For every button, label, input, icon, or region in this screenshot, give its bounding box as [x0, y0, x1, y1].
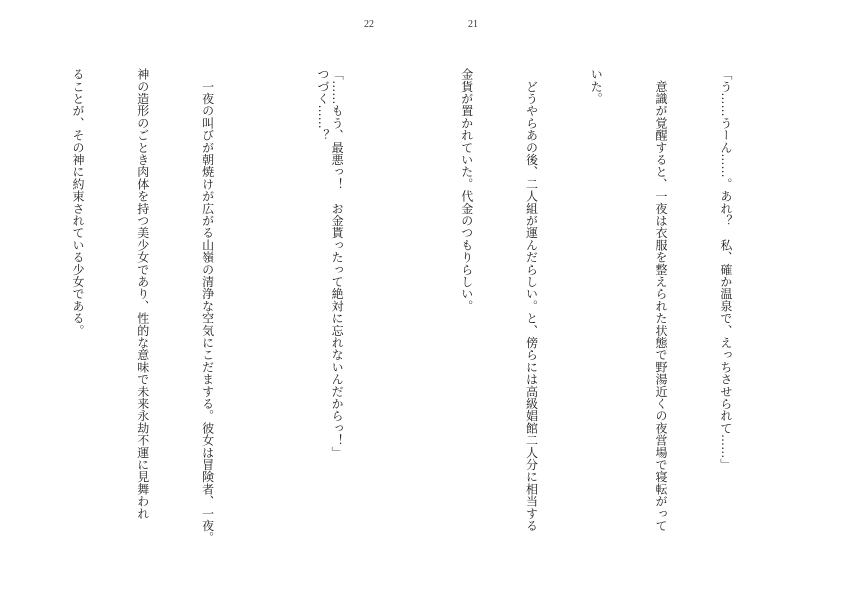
text-line: どうやらあの後、二人組が運んだらしい。と、傍らには高級娼館二人分に相当する [524, 68, 539, 532]
text-line: 「う……うーん……。あれ？ 私、確か温泉で、えっちさせられて……」 [718, 68, 733, 471]
text-line [390, 68, 412, 568]
text-line [261, 68, 283, 568]
page-number-right: 21 [468, 19, 478, 30]
text-line: 意識が覚醒すると、一夜は衣服を整えられた状態で野湯近くの夜営場で寝転がって [654, 68, 669, 532]
text-line: 金貨が置かれていた。代金のつもりらしい。 [459, 68, 474, 312]
text-line: 「……もう、最悪っ！ お金貰ったって絶対に忘れないんだからっ！」 [330, 68, 345, 459]
text-line: いた。 [589, 68, 604, 105]
to-be-continued: つづく……？ [315, 68, 330, 142]
text-line: ることが、その神に約束されている少女である。 [71, 68, 85, 337]
page-number-left: 22 [364, 19, 374, 30]
text-line: 一夜の叫びが朝焼けが広がる山嶺の清浄な空気にこだまする。彼女は冒険者、一夜。 [200, 68, 215, 544]
text-line: 神の造形のごとき肉体を持つ美少女であり、性的な意味で未来永劫不運に見舞われ [135, 68, 150, 520]
